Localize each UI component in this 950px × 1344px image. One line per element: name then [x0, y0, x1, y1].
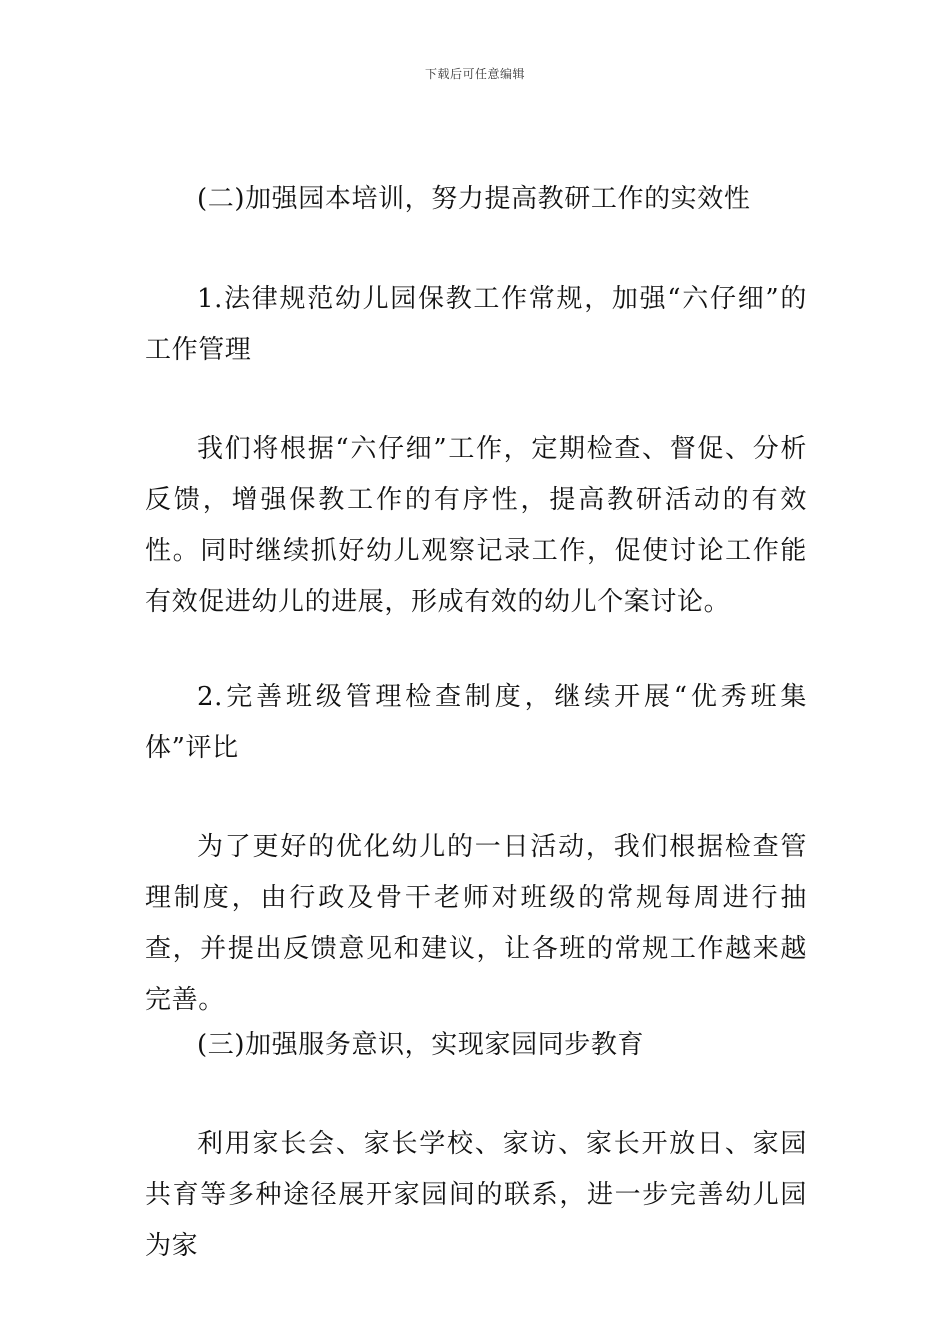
subsection-heading-1: 1.法律规范幼儿园保教工作常规，加强“六仔细”的工作管理: [145, 284, 807, 365]
section-heading-3: (三)加强服务意识，实现家园同步教育: [197, 1030, 645, 1060]
subsection-heading-2: 2.完善班级管理检查制度，继续开展“优秀班集体”评比: [145, 682, 807, 763]
body-paragraph: 为了更好的优化幼儿的一日活动，我们根据检查管理制度，由行政及骨干老师对班级的常规每周进行抽查，并提出反馈意见和建议，让各班的常规工作越来越完善。: [145, 832, 807, 1015]
header-watermark: 下载后可任意编辑: [424, 67, 525, 81]
section-heading-2: (二)加强园本培训，努力提高教研工作的实效性: [197, 184, 751, 214]
body-paragraph: 我们将根据“六仔细”工作，定期检查、督促、分析反馈，增强保教工作的有序性，提高教研活动的有效性。同时继续抓好幼儿观察记录工作，促使讨论工作能有效促进幼儿的进展，形成有效的幼儿个案讨论。: [145, 434, 807, 617]
body-paragraph: 利用家长会、家长学校、家访、家长开放日、家园共育等多种途径展开家园间的联系，进一步完善幼儿园为家: [145, 1129, 807, 1261]
